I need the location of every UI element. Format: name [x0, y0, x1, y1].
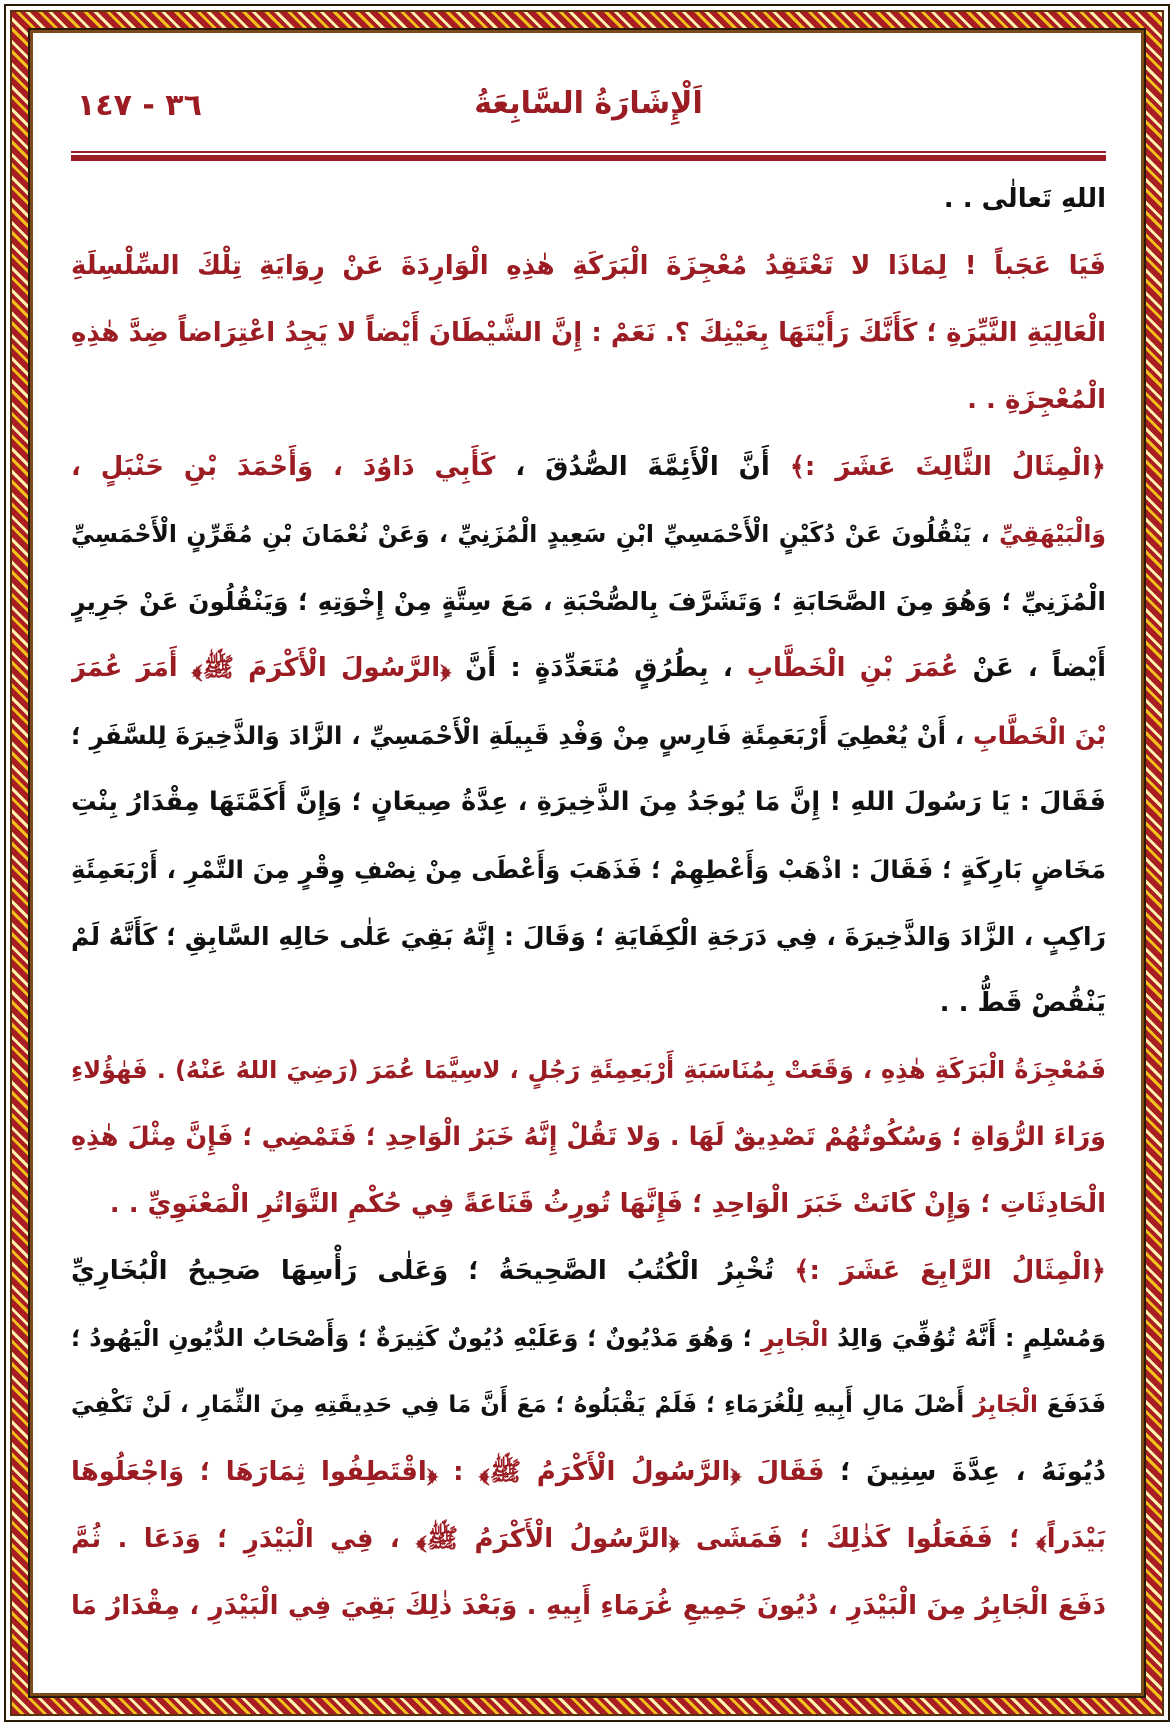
chapter-title: اَلْإِشَارَةُ السَّابِعَةُ: [474, 86, 703, 121]
highlighted-text: وَرَاءَ الرُّوَاةِ ؛ وَسُكُوتُهُمْ تَصْدِيقٌ لَهَا . وَلا تَقُلْ إِنَّهُ خَبَرُ الْوَاحِدِ ؛ فَتَمْضِي ؛ فَإِنَّ مِثْلَ هٰذِهِ: [71, 1122, 1106, 1152]
text-line: [71, 166, 1106, 233]
text-line: [71, 233, 1106, 300]
body-text-segment: أَيْضاً ، عَنْ: [958, 653, 1106, 683]
text-line: [71, 769, 1106, 836]
body-text-segment: مَخَاضٍ بَارِكَةٍ ؛ فَقَالَ : اذْهَبْ وَأَعْطِهِمْ ؛ فَذَهَبَ وَأَعْطَى مِنْ نِصْفِ وِقْرٍ مِنَ التَّمْرِ ، أَرْبَعَمِئَةِ: [71, 855, 1106, 884]
body-text-segment: يَنْقُصْ قَطُّ . .: [939, 988, 1106, 1018]
body-text-segment: فَقَالَ : يَا رَسُولَ اللهِ ! إِنَّ مَا يُوجَدُ مِنَ الذَّخِيرَةِ ، عِدَّةُ صِيعَانٍ ؛ وَإِنَّ أَكَمَّتَهَا مِقْدَارُ بِنْتِ: [71, 787, 1106, 817]
text-line: [71, 501, 1106, 568]
body-text-segment: أَصْلَ مَالِ أَبِيهِ لِلْغُرَمَاءِ ؛ فَلَمْ يَقْبَلُوهُ ؛ مَعَ أَنَّ مَا فِي حَدِيقَتِهِ مِنَ الثِّمَارِ ، لَنْ تَكْفِيَ: [71, 1392, 974, 1418]
body-text-segment: أَنَّ الْأَئِمَّةَ الصُّدُقَ ،: [495, 452, 770, 482]
highlighted-text: الْمُعْجِزَةِ . .: [967, 385, 1106, 415]
body-text-segment: اللهِ تَعالٰى . .: [943, 184, 1106, 214]
highlighted-text: فَمُعْجِزَةُ الْبَرَكَةِ هٰذِهِ ، وَقَعَتْ بِمُنَاسَبَةِ أَرْبَعِمِئَةِ رَجُلٍ ، لاسِيَّمَا عُمَرَ (رَضِيَ اللهُ عَنْهُ) . فَهٰؤُلاءِ: [71, 1056, 1106, 1084]
highlighted-text: الْجَابِرُ: [973, 1392, 1038, 1418]
body-text-segment: دُيُونَهُ ، عِدَّةَ سِنِينَ ؛: [824, 1457, 1106, 1487]
highlighted-text: بْنَ الْخَطَّابِ: [972, 721, 1106, 750]
highlighted-text: بَيْدَراً﴾ ؛ فَفَعَلُوا كَذٰلِكَ ؛ فَمَشَى ﴿الرَّسُولُ الْأَكْرَمُ ﷺ﴾ ، فِي الْبَيْدَرِ ؛ وَدَعَا . ثُمَّ: [71, 1524, 1106, 1554]
text-line: [71, 1305, 1106, 1372]
text-line: [71, 367, 1106, 434]
text-line: [71, 836, 1106, 903]
highlighted-text: فَقَالَ ﴿الرَّسُولُ الْأَكْرَمُ ﷺ﴾ : ﴿اقْتَطِفُوا ثِمَارَهَا ؛ وَاجْعَلُوهَا: [71, 1457, 825, 1487]
body-text-segment: الْمُزَنِيِّ ؛ وَهُوَ مِنَ الصَّحَابَةِ ؛ وَتَشَرَّفَ بِالصُّحْبَةِ ، مَعَ سِتَّةٍ مِنْ إِخْوَتِهِ ؛ وَيَنْقُلُونَ عَنْ جَرِيرٍ: [71, 587, 1106, 616]
header-rule-thick: [71, 155, 1106, 161]
highlighted-text: فَيَا عَجَباً ! لِمَاذَا لا تَعْتَقِدُ مُعْجِزَةَ الْبَرَكَةِ هٰذِهِ الْوَارِدَةَ عَنْ رِوَايَةِ تِلْكَ السِّلْسِلَةِ: [71, 251, 1106, 281]
highlighted-text: ﴿الرَّسُولَ الْأَكْرَمَ ﷺ﴾ أَمَرَ عُمَرَ: [71, 653, 451, 683]
body-text-segment: ، أَنْ يُعْطِيَ أَرْبَعَمِئَةِ فَارِسٍ مِنْ وَفْدِ قَبِيلَةِ الْأَحْمَسِيِّ ، الزَّادَ وَالذَّخِيرَةَ لِلسَّفَرِ ؛: [71, 721, 973, 750]
page-header: [71, 78, 1106, 138]
highlighted-text: الْجَابِرِ: [760, 1324, 829, 1352]
body-text-segment: تُخْبِرُ الْكُتُبُ الصَّحِيحَةُ ؛ وَعَلٰى رَأْسِهَا صَحِيحُ الْبُخَارِيِّ: [71, 1256, 775, 1286]
body-text-segment: ؛ وَهُوَ مَدْيُونٌ ؛ وَعَلَيْهِ دُيُونٌ كَثِيرَةٌ ؛ وَأَصْحَابُ الدُّيُونِ الْيَهُودُ ؛: [71, 1324, 761, 1352]
text-line: [71, 1573, 1106, 1640]
text-line: [71, 568, 1106, 635]
text-line: [71, 702, 1106, 769]
text-line: [71, 434, 1106, 501]
text-line: [71, 1506, 1106, 1573]
body-text-segment: رَاكِبٍ ، الزَّادَ وَالذَّخِيرَةَ ، فِي دَرَجَةِ الْكِفَايَةِ ؛ وَقَالَ : إِنَّهُ بَقِيَ عَلٰى حَالِهِ السَّابِقِ ؛ كَأَنَّهُ لَمْ: [71, 922, 1106, 951]
highlighted-text: الْعَالِيَةِ النَّيِّرَةِ ؛ كَأَنَّكَ رَأَيْتَهَا بِعَيْنِكَ ؟. نَعَمْ : إِنَّ الشَّيْطَانَ أَيْضاً لا يَجِدُ اعْتِرَاضاً ضِدَّ هٰذِهِ: [71, 318, 1106, 348]
text-line: [71, 1104, 1106, 1171]
text-line: [71, 970, 1106, 1037]
highlighted-text: ﴿الْمِثَالُ الرَّابِعَ عَشَرَ :﴾: [774, 1256, 1106, 1286]
text-line: [71, 1171, 1106, 1238]
highlighted-text: وَالْبَيْهَقِيِّ: [999, 520, 1106, 548]
text-line: [71, 903, 1106, 970]
text-line: [71, 1372, 1106, 1439]
body-text-segment: وَمُسْلِمٍ : أَنَّهُ تُوُفِّيَ وَالِدُ: [828, 1324, 1106, 1352]
body-text: [71, 166, 1106, 1640]
body-text-segment: ، يَنْقُلُونَ عَنْ دُكَيْنٍ الْأَحْمَسِيِّ ابْنِ سَعِيدٍ الْمُزَنِيِّ ، وَعَنْ نُعْمَانَ بْنِ مُقَرِّنٍ الْأَحْمَسِيِّ: [71, 520, 1000, 548]
highlighted-text: عُمَرَ بْنِ الْخَطَّابِ: [746, 653, 959, 683]
highlighted-text: كَأَبِي دَاوُدَ ، وَأَحْمَدَ بْنِ حَنْبَلٍ ،: [71, 452, 496, 482]
text-line: [71, 1238, 1106, 1305]
body-text-segment: ، بِطُرُقٍ مُتَعَدِّدَةٍ : أَنَّ: [450, 653, 747, 683]
text-line: [71, 635, 1106, 702]
page-number: ٣٦ - ١٤٧: [77, 88, 202, 123]
header-rule-thin: [71, 151, 1106, 153]
text-line: [71, 1439, 1106, 1506]
body-text-segment: فَدَفَعَ: [1037, 1392, 1106, 1418]
text-line: [71, 300, 1106, 367]
highlighted-text: ﴿الْمِثَالُ الثَّالِثَ عَشَرَ :﴾: [769, 452, 1106, 482]
highlighted-text: الْحَادِثَاتِ ؛ وَإِنْ كَانَتْ خَبَرَ الْوَاحِدِ ؛ فَإِنَّهَا تُورِثُ قَنَاعَةً فِي حُكْمِ التَّوَاتُرِ الْمَعْنَوِيِّ . .: [109, 1189, 1106, 1219]
highlighted-text: دَفَعَ الْجَابِرُ مِنَ الْبَيْدَرِ ، دُيُونَ جَمِيعِ غُرَمَاءِ أَبِيهِ . وَبَعْدَ ذٰلِكَ بَقِيَ فِي الْبَيْدَرِ ، مِقْدَارُ مَا: [71, 1591, 1106, 1621]
text-line: [71, 1037, 1106, 1104]
